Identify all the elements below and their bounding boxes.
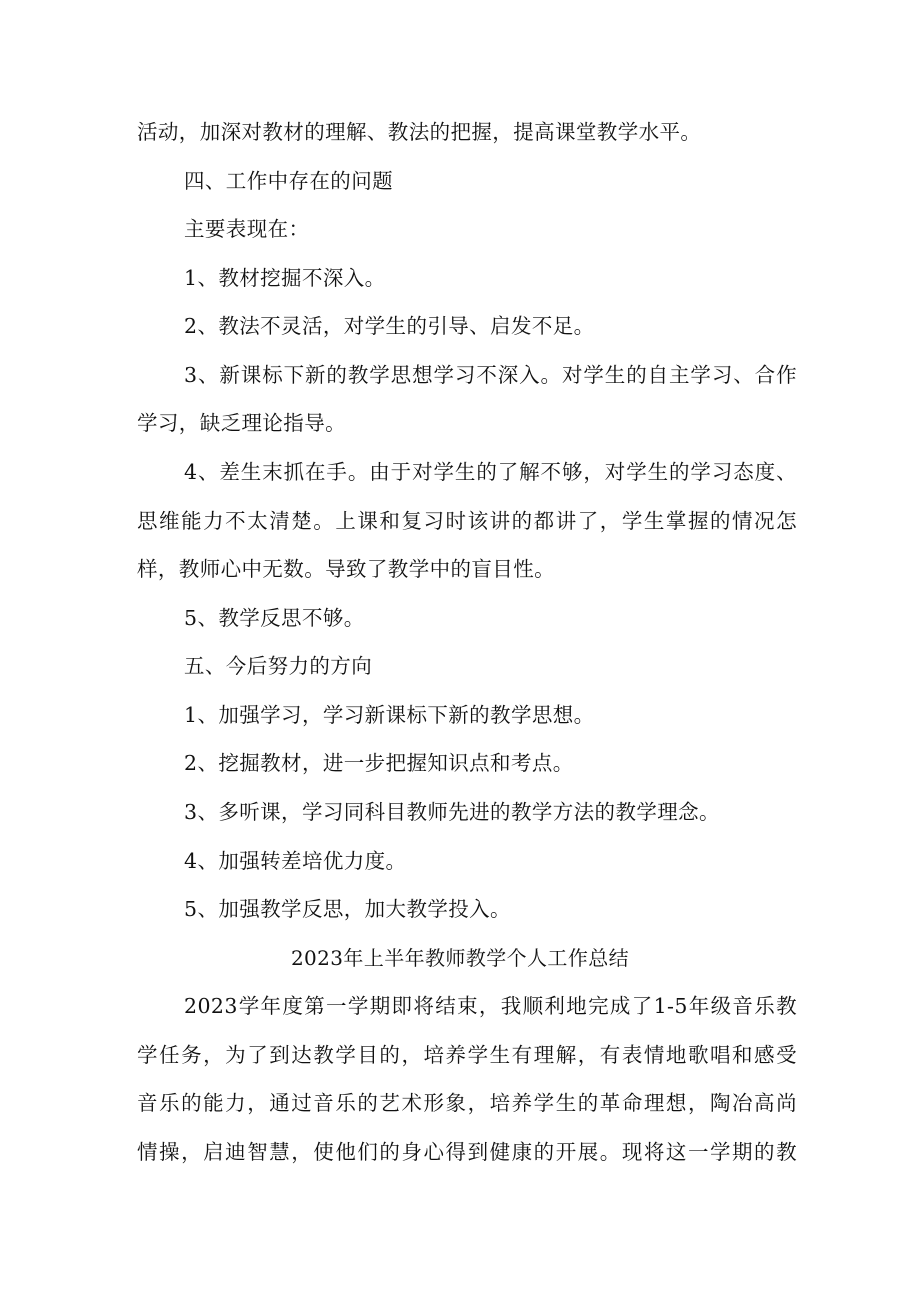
- list-item: 5、加强教学反思，加大教学投入。: [184, 897, 511, 921]
- paragraph-line: 学习，缺乏理论指导。: [137, 411, 346, 435]
- list-item: 2、挖掘教材，进一步把握知识点和考点。: [184, 751, 574, 775]
- paragraph-line: 思维能力不太清楚。上课和复习时该讲的都讲了，学生掌握的情况怎: [137, 509, 797, 533]
- paragraph-line: 学任务，为了到达教学目的，培养学生有理解，有表情地歌唱和感受: [137, 1043, 797, 1067]
- section-heading-direction: 五、今后努力的方向: [184, 654, 373, 678]
- paragraph-line: 音乐的能力，通过音乐的艺术形象，培养学生的革命理想，陶冶高尚: [137, 1091, 797, 1115]
- list-item: 1、加强学习，学习新课标下新的教学思想。: [184, 703, 595, 727]
- paragraph-line: 主要表现在：: [184, 217, 310, 241]
- list-item: 3、新课标下新的教学思想学习不深入。对学生的自主学习、合作: [184, 363, 797, 387]
- section-heading-problems: 四、工作中存在的问题: [184, 169, 393, 193]
- paragraph-line: 活动，加深对教材的理解、教法的把握，提高课堂教学水平。: [137, 120, 702, 144]
- document-title: 2023年上半年教师教学个人工作总结: [290, 946, 630, 970]
- paragraph-line: 样，教师心中无数。导致了教学中的盲目性。: [137, 557, 555, 581]
- list-item: 1、教材挖掘不深入。: [184, 266, 386, 290]
- list-item: 5、教学反思不够。: [184, 606, 365, 630]
- list-item: 2、教法不灵活，对学生的引导、启发不足。: [184, 314, 595, 338]
- list-item: 4、加强转差培优力度。: [184, 849, 407, 873]
- paragraph-line: 情操，启迪智慧，使他们的身心得到健康的开展。现将这一学期的教: [137, 1140, 797, 1164]
- paragraph-line: 2023学年度第一学期即将结束，我顺利地完成了1-5年级音乐教: [184, 994, 797, 1018]
- list-item: 3、多听课，学习同科目教师先进的教学方法的教学理念。: [184, 800, 720, 824]
- list-item: 4、差生末抓在手。由于对学生的了解不够，对学生的学习态度、: [184, 460, 797, 484]
